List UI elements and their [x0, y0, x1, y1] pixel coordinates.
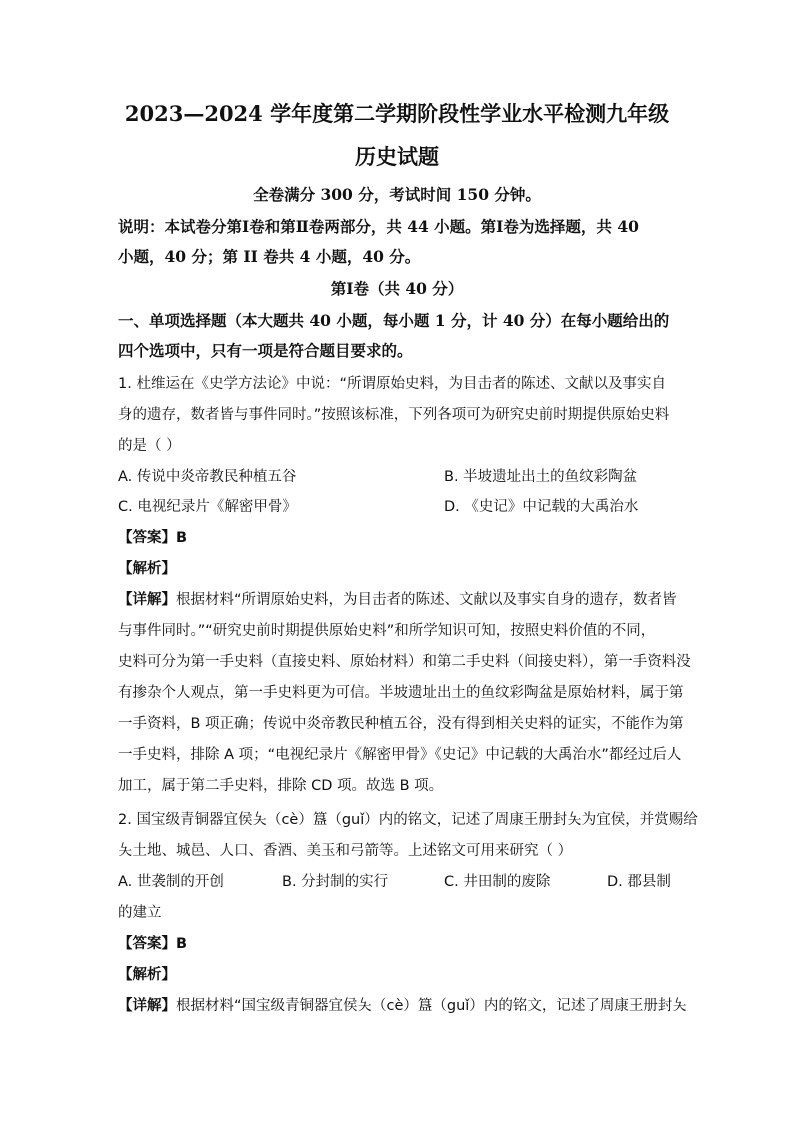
exam-title: 2023—2024 学年度第二学期阶段性学业水平检测九年级 — [124, 101, 670, 126]
section-title: 第Ⅰ卷（共 40 分） — [330, 279, 464, 298]
q1-option-a: A. 传说中炎帝教民种植五谷 — [118, 469, 297, 485]
q2-answer — [118, 934, 187, 954]
q2-option-b: B. 分封制的实行 — [282, 874, 389, 890]
q2-detail-text-1: 根据材料“国宝级青铜器宜侯夨（cè）簋（guǐ）内的铭文，记述了周康王册封夨 — [176, 998, 687, 1014]
q1-answer-value: B — [176, 530, 188, 546]
q1-answer-label: 【答案】 — [118, 530, 176, 546]
q1-detail-line-3: 史料可分为第一手史料（直接史料、原始材料）和第二手史料（间接史料），第一手资料没 — [118, 654, 691, 670]
q1-detail-line-4: 有掺杂个人观点，第一手史料更为可信。半坡遗址出土的鱼纹彩陶盆是原始材料，属于第 — [118, 685, 684, 701]
q1-stem-line-1: 1. 杜维运在《史学方法论》中说：“所谓原始史料，为目击者的陈述、文献以及事实自 — [118, 376, 666, 392]
q2-stem-line-1: 2. 国宝级青铜器宜侯夨（cè）簋（guǐ）内的铭文，记述了周康王册封夨为宜侯，并赏赐给 — [118, 812, 698, 828]
q1-detail-line-7: 加工，属于第二手史料，排除 CD 项。故选 B 项。 — [118, 778, 444, 794]
score-info: 全卷满分 300 分，考试时间 150 分钟。 — [253, 185, 541, 204]
q2-detail-label: 【详解】 — [118, 998, 176, 1014]
instruction-line-2: 小题，40 分；第 II 卷共 4 小题，40 分。 — [118, 247, 421, 266]
q1-detail-line-1 — [118, 590, 677, 610]
q2-option-d: D. 郡县制 — [607, 874, 671, 890]
q2-stem-line-2: 夨土地、城邑、人口、香酒、美玉和弓箭等。上述铭文可用来研究（ ） — [118, 843, 573, 859]
q1-detail-text-1: 根据材料“所谓原始史料，为目击者的陈述、文献以及事实自身的遗存，数者皆 — [176, 592, 677, 608]
q1-option-d: D. 《史记》中记载的大禹治水 — [444, 499, 639, 515]
exam-subject-title: 历史试题 — [355, 144, 439, 169]
q1-stem-line-3: 的是（ ） — [118, 438, 181, 454]
q1-detail-line-5: 一手资料，B 项正确；传说中炎帝教民种植五谷，没有得到相关史料的证实，不能作为第 — [118, 716, 684, 732]
q1-detail-line-2: 与事件同时。”“研究史前时期提供原始史料”和所学知识可知，按照史料价值的不同， — [118, 623, 656, 639]
q2-analysis-label: 【解析】 — [118, 967, 176, 983]
instruction-line-1: 说明：本试卷分第Ⅰ卷和第Ⅱ卷两部分，共 44 小题。第Ⅰ卷为选择题，共 40 — [118, 217, 639, 236]
q2-option-c: C. 井田制的废除 — [444, 874, 551, 890]
q1-detail-label: 【详解】 — [118, 592, 176, 608]
q2-detail-line-1 — [118, 996, 687, 1016]
q1-option-c: C. 电视纪录片《解密甲骨》 — [118, 499, 297, 515]
q1-answer — [118, 528, 187, 548]
q1-detail-line-6: 一手史料，排除 A 项；“电视纪录片《解密甲骨》《史记》中记载的大禹治水”都经过后人 — [118, 747, 682, 763]
part-heading-line-2: 四个选项中，只有一项是符合题目要求的。 — [118, 341, 413, 360]
q2-option-d-wrap: 的建立 — [118, 905, 162, 921]
part-heading-line-1: 一、单项选择题（本大题共 40 小题，每小题 1 分，计 40 分）在每小题给出的 — [118, 311, 670, 330]
q2-option-a: A. 世袭制的开创 — [118, 874, 224, 890]
q1-analysis-label: 【解析】 — [118, 561, 176, 577]
q2-answer-value: B — [176, 936, 188, 952]
q1-option-b: B. 半坡遗址出土的鱼纹彩陶盆 — [444, 469, 638, 485]
q1-stem-line-2: 身的遗存，数者皆与事件同时。”按照该标准，下列各项可为研究史前时期提供原始史料 — [118, 407, 670, 423]
q2-answer-label: 【答案】 — [118, 936, 176, 952]
